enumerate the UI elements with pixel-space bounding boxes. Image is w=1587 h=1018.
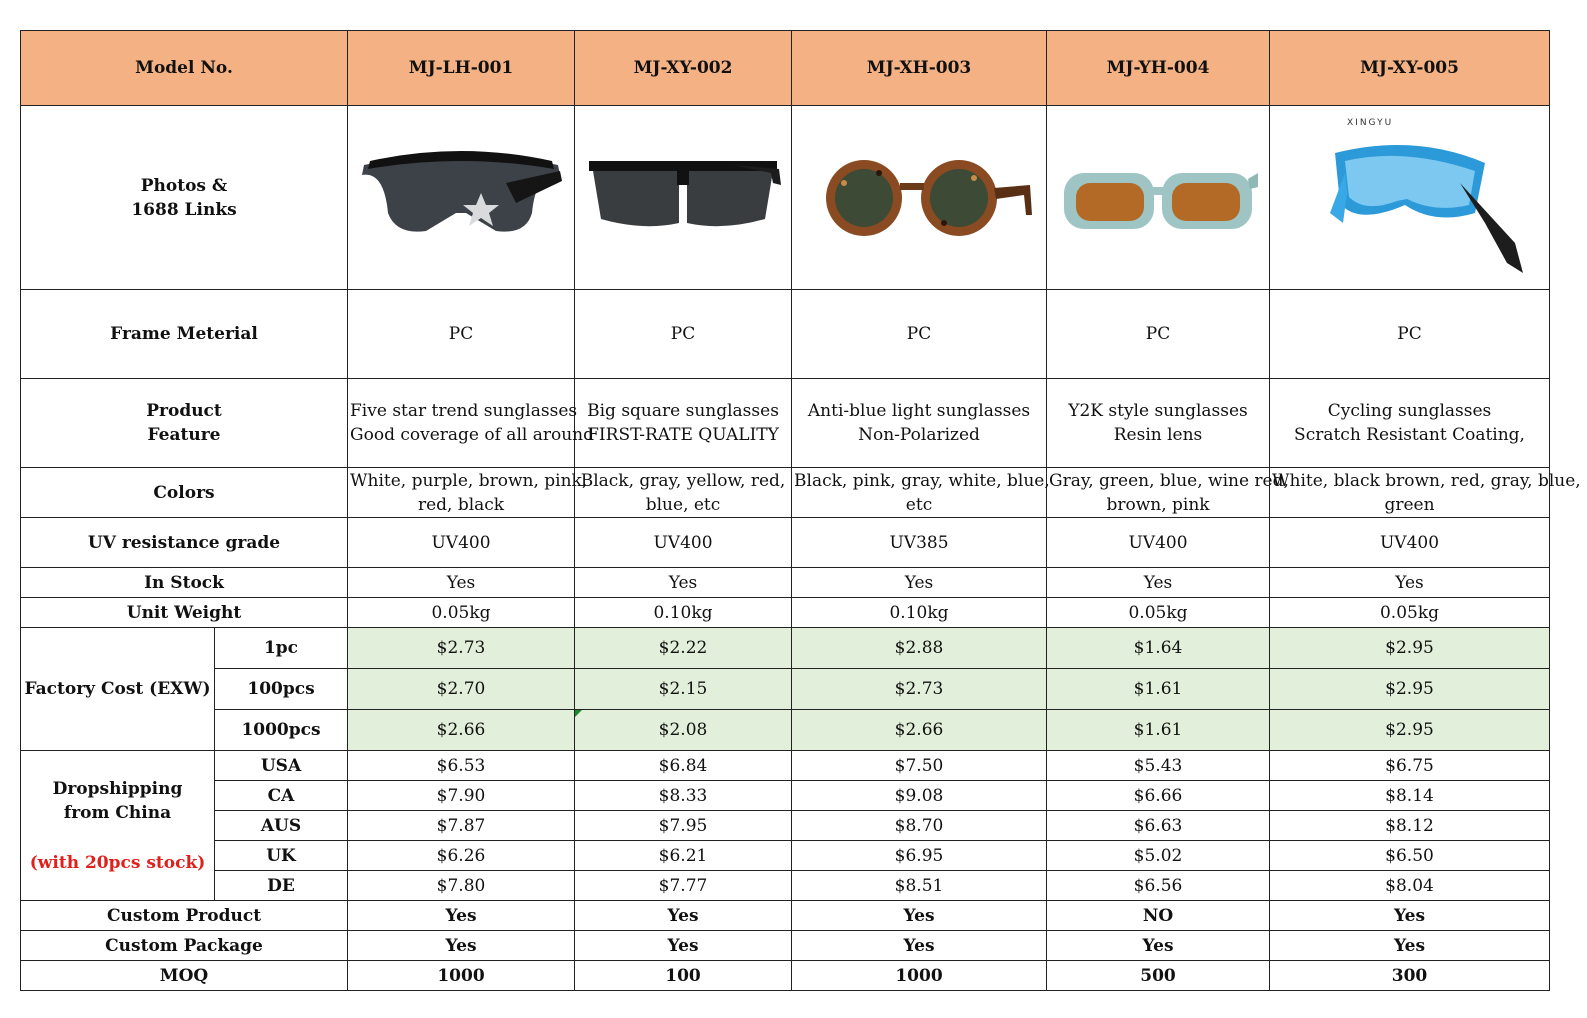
- cost-value: $2.08: [575, 710, 792, 751]
- tortoise-round-sunglasses-image[interactable]: [804, 143, 1034, 253]
- product-feature-row: [21, 379, 1550, 468]
- unit-weight-value: 0.05kg: [1270, 598, 1550, 628]
- colors-line: blue, etc: [645, 494, 721, 515]
- dropship-value: $6.53: [348, 751, 575, 781]
- colors-line: Black, pink, gray, white, blue,: [794, 470, 1050, 491]
- custom-product-value: Yes: [575, 901, 792, 931]
- custom-product-value: Yes: [1270, 901, 1550, 931]
- in-stock-value: Yes: [575, 568, 792, 598]
- colors-line: Black, gray, yellow, red,: [580, 470, 786, 491]
- dropship-label-line2: from China: [63, 802, 172, 823]
- colors-line: brown, pink: [1106, 494, 1210, 515]
- cost-value: $1.61: [1047, 669, 1270, 710]
- dropship-row: [21, 841, 1550, 871]
- dropship-value: $7.87: [348, 811, 575, 841]
- factory-cost-label: Factory Cost (EXW): [21, 628, 215, 751]
- dropship-value: $5.02: [1047, 841, 1270, 871]
- colors-value: [575, 468, 792, 518]
- cost-value: $2.22: [575, 628, 792, 669]
- dropship-value: $6.56: [1047, 871, 1270, 901]
- dropship-stock-note: (with 20pcs stock): [29, 852, 206, 873]
- model-header: MJ-XY-002: [575, 31, 792, 106]
- black-square-sunglasses-image[interactable]: [583, 143, 783, 253]
- uv-grade-value: UV400: [1270, 518, 1550, 568]
- dropship-value: $7.80: [348, 871, 575, 901]
- cost-value: $2.15: [575, 669, 792, 710]
- cost-tier-qty: 100pcs: [215, 669, 348, 710]
- custom-product-value: NO: [1047, 901, 1270, 931]
- feature-line: FIRST-RATE QUALITY: [587, 425, 779, 445]
- colors-line: Gray, green, blue, wine red,: [1049, 470, 1289, 491]
- colors-value: [1047, 468, 1289, 518]
- product-feature-value: [348, 379, 595, 468]
- product-photo-cell[interactable]: [1047, 106, 1270, 290]
- photos-label-line2: 1688 Links: [131, 199, 237, 220]
- factory-cost-row: [21, 710, 1550, 751]
- region-label: USA: [215, 751, 348, 781]
- unit-weight-value: 0.05kg: [348, 598, 575, 628]
- feature-line: Cycling sunglasses: [1327, 401, 1492, 421]
- photos-row: [21, 106, 1550, 290]
- model-header: MJ-XY-005: [1270, 31, 1550, 106]
- frame-material-row: [21, 290, 1550, 379]
- custom-product-row: [21, 901, 1550, 931]
- dropship-value: $6.95: [792, 841, 1047, 871]
- custom-package-row: [21, 931, 1550, 961]
- photos-label-line1: Photos &: [140, 175, 228, 196]
- moq-value: 100: [575, 961, 792, 991]
- custom-product-label: Custom Product: [21, 901, 348, 931]
- dropship-value: $6.21: [575, 841, 792, 871]
- factory-cost-row: [21, 669, 1550, 710]
- colors-value: [348, 468, 588, 518]
- brand-logo: XINGYU: [1346, 117, 1393, 128]
- cost-value: $2.95: [1270, 669, 1550, 710]
- product-photo-cell[interactable]: [792, 106, 1047, 290]
- colors-row: [21, 468, 1550, 518]
- uv-grade-row: [21, 518, 1550, 568]
- moq-value: 1000: [792, 961, 1047, 991]
- dropship-value: $7.77: [575, 871, 792, 901]
- dropship-value: $8.04: [1270, 871, 1550, 901]
- colors-value: [1270, 468, 1581, 518]
- custom-package-value: Yes: [1270, 931, 1550, 961]
- product-photo-cell[interactable]: [575, 106, 792, 290]
- region-label: AUS: [215, 811, 348, 841]
- product-feature-label-line1: Product: [146, 401, 222, 421]
- dropship-value: $8.70: [792, 811, 1047, 841]
- cost-value: $2.95: [1270, 628, 1550, 669]
- moq-row: [21, 961, 1550, 991]
- region-label: CA: [215, 781, 348, 811]
- dropship-value: $6.66: [1047, 781, 1270, 811]
- factory-cost-row: [21, 628, 1550, 669]
- uv-grade-value: UV400: [348, 518, 575, 568]
- region-label: DE: [215, 871, 348, 901]
- dropship-value: $6.50: [1270, 841, 1550, 871]
- uv-grade-value: UV400: [575, 518, 792, 568]
- dropship-value: $6.84: [575, 751, 792, 781]
- colors-line: etc: [905, 494, 933, 515]
- dropship-label: [21, 751, 215, 901]
- dropship-value: $6.63: [1047, 811, 1270, 841]
- feature-line: Five star trend sunglasses: [350, 401, 578, 421]
- moq-value: 500: [1047, 961, 1270, 991]
- feature-line: Anti-blue light sunglasses: [807, 401, 1031, 421]
- cost-value: $2.73: [792, 669, 1047, 710]
- feature-line: Good coverage of all around: [350, 425, 595, 445]
- colors-line: White, black brown, red, gray, blue,: [1272, 470, 1581, 491]
- dropship-value: $6.26: [348, 841, 575, 871]
- in-stock-value: Yes: [1270, 568, 1550, 598]
- frame-material-value: PC: [575, 290, 792, 379]
- cost-value: $1.64: [1047, 628, 1270, 669]
- moq-label: MOQ: [21, 961, 348, 991]
- model-no-label: Model No.: [21, 31, 348, 106]
- frame-material-value: PC: [792, 290, 1047, 379]
- frame-material-value: PC: [1270, 290, 1550, 379]
- dropship-value: $5.43: [1047, 751, 1270, 781]
- product-photo-cell[interactable]: [1270, 106, 1550, 290]
- dropship-row: [21, 751, 1550, 781]
- frame-material-value: PC: [1047, 290, 1270, 379]
- dropship-value: $7.95: [575, 811, 792, 841]
- mint-rectangle-sunglasses-image[interactable]: [1058, 143, 1258, 253]
- feature-line: Scratch Resistant Coating,: [1294, 425, 1525, 445]
- colors-value: [792, 468, 1050, 518]
- product-feature-value: [792, 379, 1047, 468]
- dropship-value: $7.50: [792, 751, 1047, 781]
- colors-label: Colors: [21, 468, 348, 518]
- feature-line: Big square sunglasses: [587, 401, 779, 421]
- custom-product-value: Yes: [348, 901, 575, 931]
- unit-weight-row: [21, 598, 1550, 628]
- in-stock-value: Yes: [1047, 568, 1270, 598]
- dropship-value: $8.33: [575, 781, 792, 811]
- product-comparison-table: [20, 30, 1581, 991]
- model-header: MJ-XH-003: [792, 31, 1047, 106]
- cost-value: $2.88: [792, 628, 1047, 669]
- custom-package-value: Yes: [575, 931, 792, 961]
- colors-line: White, purple, brown, pink,: [350, 470, 588, 491]
- in-stock-label: In Stock: [21, 568, 348, 598]
- cost-value: $2.66: [792, 710, 1047, 751]
- model-header: MJ-YH-004: [1047, 31, 1270, 106]
- product-feature-label: [21, 379, 348, 468]
- unit-weight-label: Unit Weight: [21, 598, 348, 628]
- moq-value: 1000: [348, 961, 575, 991]
- uv-grade-value: UV385: [792, 518, 1047, 568]
- dropship-value: $8.12: [1270, 811, 1550, 841]
- cost-tier-qty: 1000pcs: [215, 710, 348, 751]
- dropship-row: [21, 811, 1550, 841]
- product-feature-value: [1047, 379, 1270, 468]
- in-stock-row: [21, 568, 1550, 598]
- cost-value: $2.70: [348, 669, 575, 710]
- in-stock-value: Yes: [792, 568, 1047, 598]
- cost-value: $1.61: [1047, 710, 1270, 751]
- unit-weight-value: 0.10kg: [575, 598, 792, 628]
- feature-line: Non-Polarized: [858, 425, 980, 445]
- custom-package-value: Yes: [1047, 931, 1270, 961]
- dropship-value: $6.75: [1270, 751, 1550, 781]
- custom-package-value: Yes: [348, 931, 575, 961]
- dropship-label-line1: Dropshipping: [52, 778, 183, 799]
- uv-grade-label: UV resistance grade: [21, 518, 348, 568]
- product-feature-value: [575, 379, 792, 468]
- region-label: UK: [215, 841, 348, 871]
- dropship-value: $9.08: [792, 781, 1047, 811]
- cost-tier-qty: 1pc: [215, 628, 348, 669]
- uv-grade-value: UV400: [1047, 518, 1270, 568]
- product-feature-value: [1270, 379, 1550, 468]
- custom-package-value: Yes: [792, 931, 1047, 961]
- feature-line: Y2K style sunglasses: [1068, 401, 1248, 421]
- product-photo-cell[interactable]: [348, 106, 575, 290]
- cost-value: $2.66: [348, 710, 575, 751]
- colors-line: red, black: [417, 494, 505, 515]
- feature-line: Resin lens: [1113, 425, 1203, 445]
- in-stock-value: Yes: [348, 568, 575, 598]
- product-feature-label-line2: Feature: [147, 425, 221, 445]
- cost-value: $2.95: [1270, 710, 1550, 751]
- cost-value: $2.73: [348, 628, 575, 669]
- header-row: [21, 31, 1550, 106]
- custom-package-label: Custom Package: [21, 931, 348, 961]
- frame-material-value: PC: [348, 290, 575, 379]
- dropship-row: [21, 871, 1550, 901]
- colors-line: green: [1384, 494, 1435, 515]
- blue-mirror-sport-sunglasses-image[interactable]: [1285, 113, 1535, 283]
- moq-value: 300: [1270, 961, 1550, 991]
- photos-label: [21, 106, 348, 290]
- dropship-value: $7.90: [348, 781, 575, 811]
- model-header: MJ-LH-001: [348, 31, 575, 106]
- dropship-value: $8.14: [1270, 781, 1550, 811]
- unit-weight-value: 0.10kg: [792, 598, 1047, 628]
- unit-weight-value: 0.05kg: [1047, 598, 1270, 628]
- black-star-shield-sunglasses-image[interactable]: [356, 143, 566, 253]
- dropship-value: $8.51: [792, 871, 1047, 901]
- dropship-row: [21, 781, 1550, 811]
- custom-product-value: Yes: [792, 901, 1047, 931]
- frame-material-label: Frame Meterial: [21, 290, 348, 379]
